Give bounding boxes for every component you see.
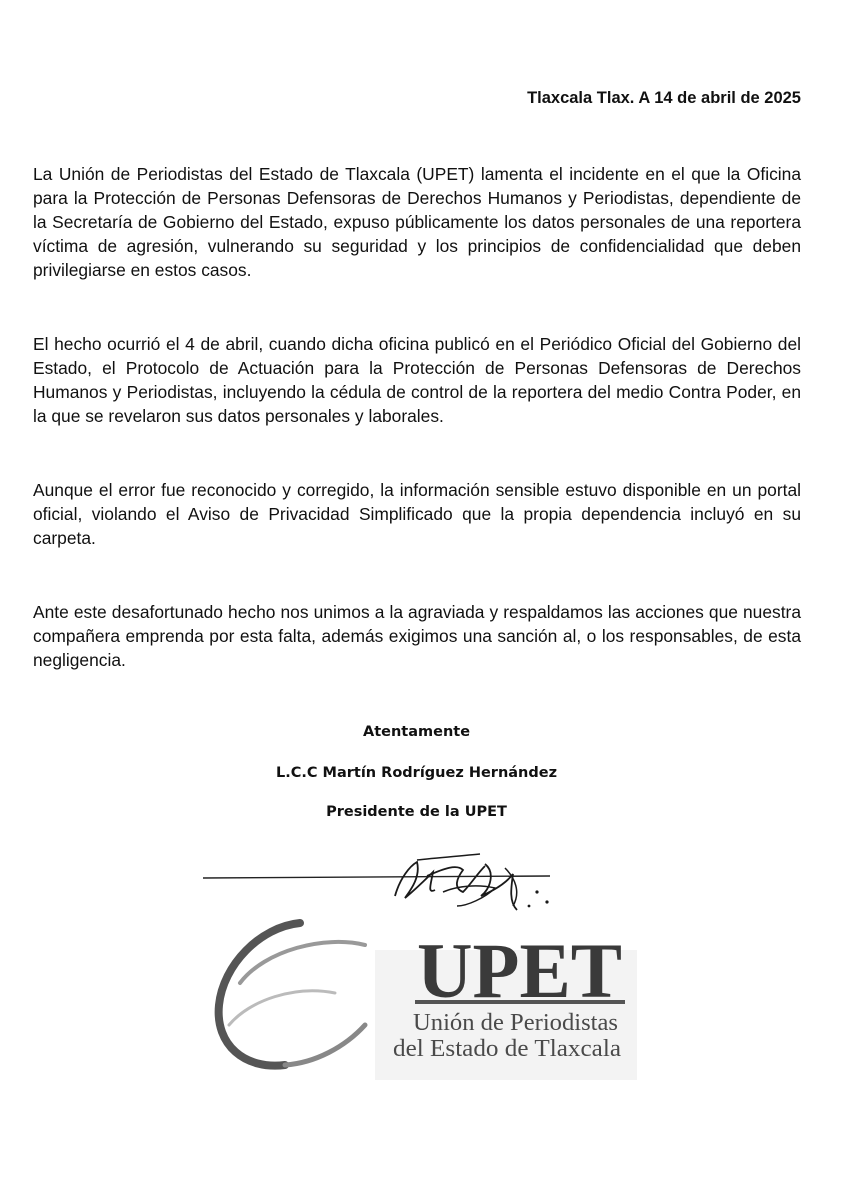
- upet-logo: [205, 905, 640, 1080]
- logo-line-1: Unión de Periodistas: [413, 1010, 618, 1036]
- signer-name: L.C.C Martín Rodríguez Hernández: [275, 765, 558, 781]
- letter-date: Tlaxcala Tlax. A 14 de abril de 2025: [527, 89, 801, 107]
- paragraph-4: Ante este desafortunado hecho nos unimos a la agraviada y respaldamos las acciones que nuestra compañera emprenda por esta falta, además exigimos una sanción al, o los responsables, de esta negligencia.: [33, 602, 801, 670]
- logo-acronym: UPET: [417, 927, 622, 1014]
- logo-line-2: del Estado de Tlaxcala: [393, 1036, 622, 1062]
- paragraph-1: La Unión de Periodistas del Estado de Tlaxcala (UPET) lamenta el incidente en el que la Oficina para la Protección de Personas Defensoras de Derechos Humanos y Periodistas, dependiente de la Secretaría de Gobierno del Estado, expuso públicamente los datos personales de una reportera víctima de agresión, vulnerando su seguridad y los principios de confidencialidad que deben privilegiarse en estos casos.: [33, 164, 801, 280]
- signer-title: Presidente de la UPET: [326, 804, 507, 820]
- paragraph-2: El hecho ocurrió el 4 de abril, cuando dicha oficina publicó en el Periódico Oficial del Gobierno del Estado, el Protocolo de Actuación para la Protección de Personas Defensoras de Derechos Humanos y Periodistas, incluyendo la cédula de control de la reportera del medio Contra Poder, en la que se revelaron sus datos personales y laborales.: [33, 334, 801, 426]
- paragraph-3: Aunque el error fue reconocido y corregido, la información sensible estuvo disponible en un portal oficial, violando el Aviso de Privacidad Simplificado que la propia dependencia incluyó en su carpeta.: [33, 480, 801, 548]
- closing-salutation: Atentamente: [362, 724, 471, 740]
